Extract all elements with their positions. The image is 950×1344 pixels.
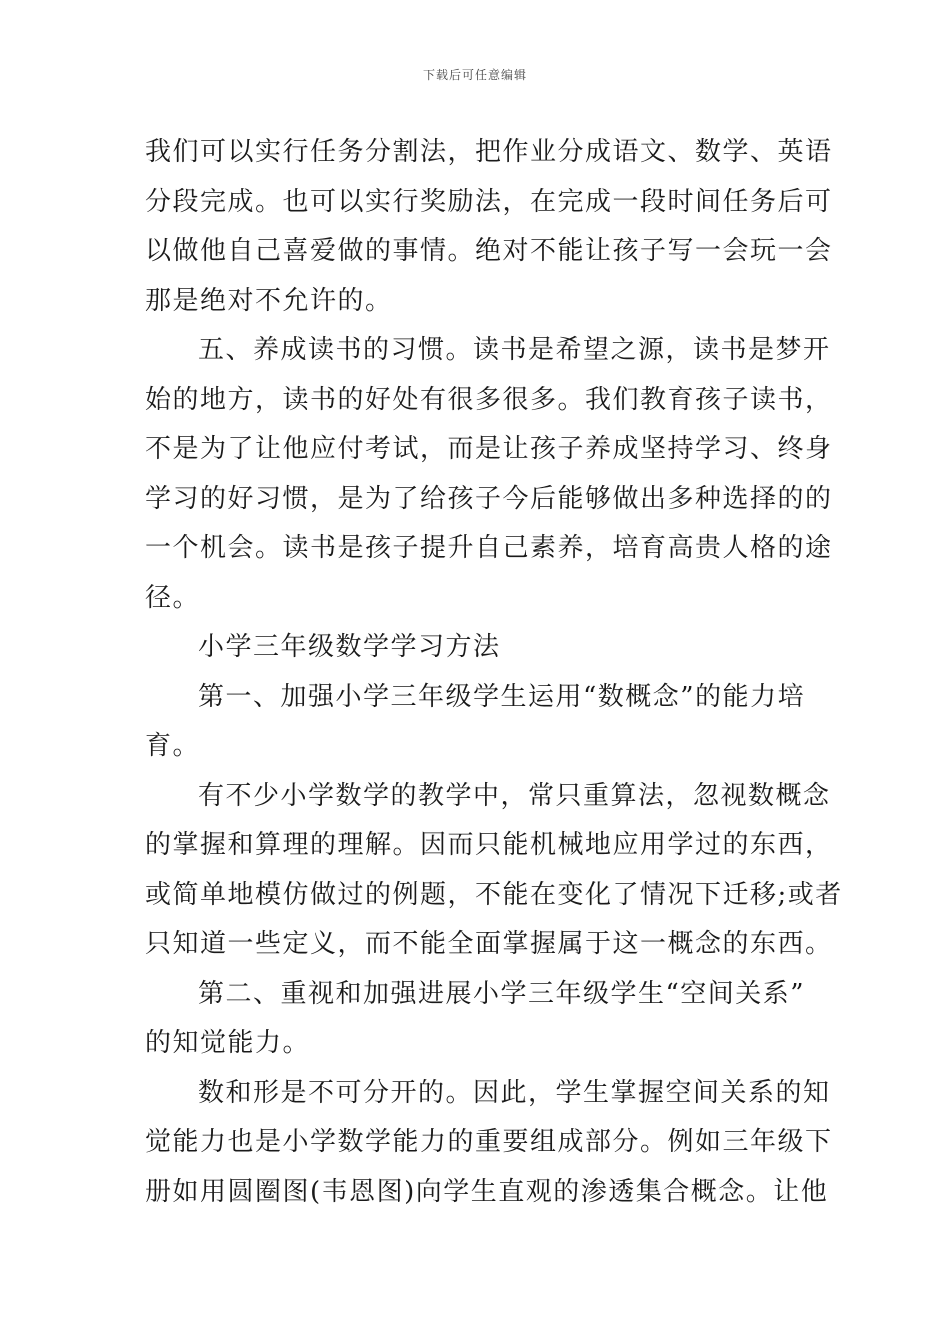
text-line: 以做他自己喜爱做的事情。绝对不能让孩子写一会玩一会 xyxy=(145,236,833,266)
text-line: 育。 xyxy=(145,731,201,761)
text-line: 或简单地模仿做过的例题，不能在变化了情况下迁移;或者 xyxy=(145,879,843,910)
paragraph-first-line: 有不少小学数学的教学中，常只重算法，忽视数概念 xyxy=(198,780,831,811)
text-line: 只知道一些定义，而不能全面掌握属于这一概念的东西。 xyxy=(145,929,833,959)
paragraph-first-line: 第二、重视和加强进展小学三年级学生“空间关系” xyxy=(198,978,806,1009)
text-line: 不是为了让他应付考试，而是让孩子养成坚持学习、终身 xyxy=(145,434,833,464)
text-line: 学习的好习惯，是为了给孩子今后能够做出多种选择的的 xyxy=(145,483,833,514)
text-line: 始的地方，读书的好处有很多很多。我们教育孩子读书， xyxy=(145,384,833,415)
text-line: 的知觉能力。 xyxy=(145,1028,311,1058)
text-line: 那是绝对不允许的。 xyxy=(145,285,393,316)
section-heading: 小学三年级数学学习方法 xyxy=(198,632,501,662)
text-line: 我们可以实行任务分割法，把作业分成语文、数学、英语 xyxy=(145,137,833,167)
text-line: 觉能力也是小学数学能力的重要组成部分。例如三年级下 xyxy=(145,1127,833,1157)
paragraph-first-line: 五、养成读书的习惯。读书是希望之源，读书是梦开 xyxy=(198,335,831,365)
document-body xyxy=(145,128,843,1217)
text-line: 的掌握和算理的理解。因而只能机械地应用学过的东西， xyxy=(145,830,833,860)
paragraph-first-line: 第一、加强小学三年级学生运用“数概念”的能力培 xyxy=(198,681,806,712)
text-line: 一个机会。读书是孩子提升自己素养，培育高贵人格的途 xyxy=(145,533,833,563)
text-line: 分段完成。也可以实行奖励法，在完成一段时间任务后可 xyxy=(145,186,833,217)
header-note: 下载后可任意编辑 xyxy=(422,68,527,82)
paragraph-first-line: 数和形是不可分开的。因此，学生掌握空间关系的知 xyxy=(198,1077,831,1108)
text-line: 册如用圆圈图(韦恩图)向学生直观的渗透集合概念。让他 xyxy=(145,1176,829,1207)
text-line: 径。 xyxy=(145,582,201,613)
